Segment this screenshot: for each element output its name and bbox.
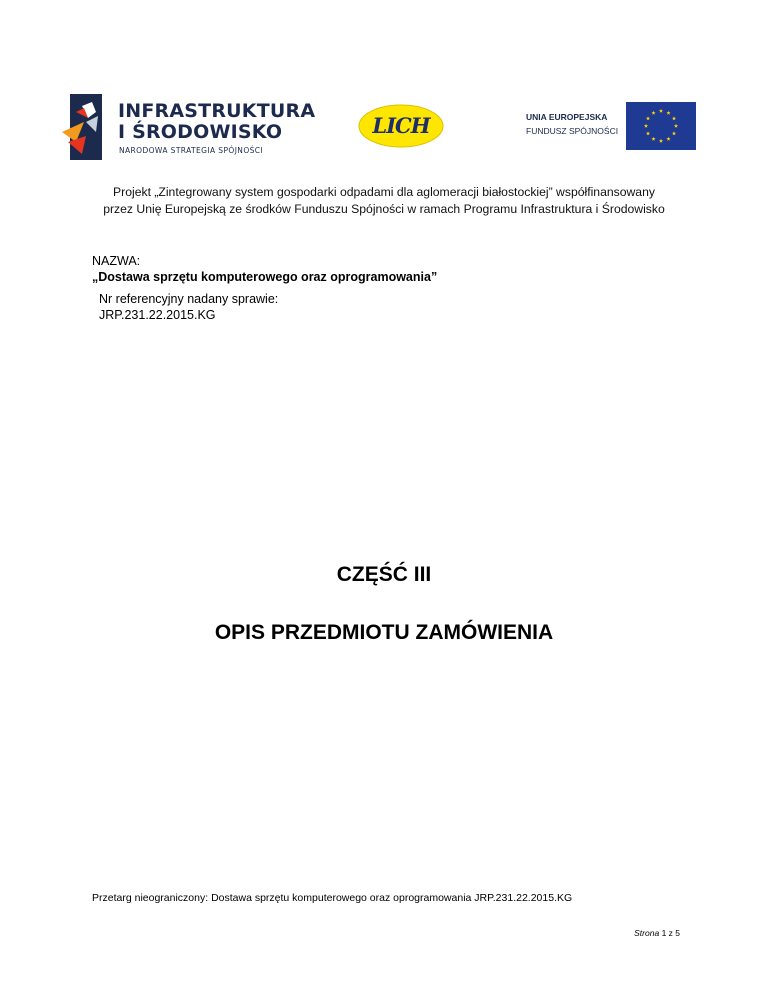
- project-line-1: Projekt „Zintegrowany system gospodarki odpadami dla aglomeracji białostockiej” współfinansowany: [113, 185, 655, 199]
- logo-infrastruktura: [62, 92, 316, 162]
- name-value: „Dostawa sprzętu komputerowego oraz oprogramowania”: [92, 270, 438, 284]
- project-line-2: przez Unię Europejską ze środków Funduszu Spójności w ramach Programu Infrastruktura i Środowisko: [103, 202, 665, 216]
- logo-is-title-line2: I ŚRODOWISKO: [118, 121, 283, 143]
- page-number-value: 1 z 5: [661, 928, 680, 938]
- logo-lich: [358, 104, 444, 148]
- logo-eu: [520, 102, 700, 152]
- logo-is-title-line1: INFRASTRUKTURA: [118, 100, 316, 122]
- reference-value: JRP.231.22.2015.KG: [99, 308, 216, 322]
- page-number-label: Strona: [634, 928, 660, 938]
- name-label: NAZWA:: [92, 254, 141, 268]
- subject-title: OPIS PRZEDMIOTU ZAMÓWIENIA: [214, 621, 554, 644]
- eu-flag-icon: [626, 102, 696, 150]
- logo-lich-text: LICH: [372, 113, 430, 138]
- footer-text: Przetarg nieograniczony: Dostawa sprzętu komputerowego oraz oprogramowania JRP.231.22.2015.KG: [92, 892, 573, 904]
- logo-is-subtitle: NARODOWA STRATEGIA SPÓJNOŚCI: [119, 146, 264, 155]
- part-title: CZĘŚĆ III: [336, 563, 432, 586]
- logo-eu-subtitle: FUNDUSZ SPÓJNOŚCI: [526, 126, 619, 136]
- project-statement: [40, 184, 728, 218]
- logo-is-title: [118, 101, 315, 143]
- logo-eu-title: UNIA EUROPEJSKA: [526, 112, 608, 122]
- infrastruktura-emblem-icon: [62, 92, 114, 162]
- reference-label: Nr referencyjny nadany sprawie:: [99, 292, 279, 306]
- page-number: [634, 928, 680, 938]
